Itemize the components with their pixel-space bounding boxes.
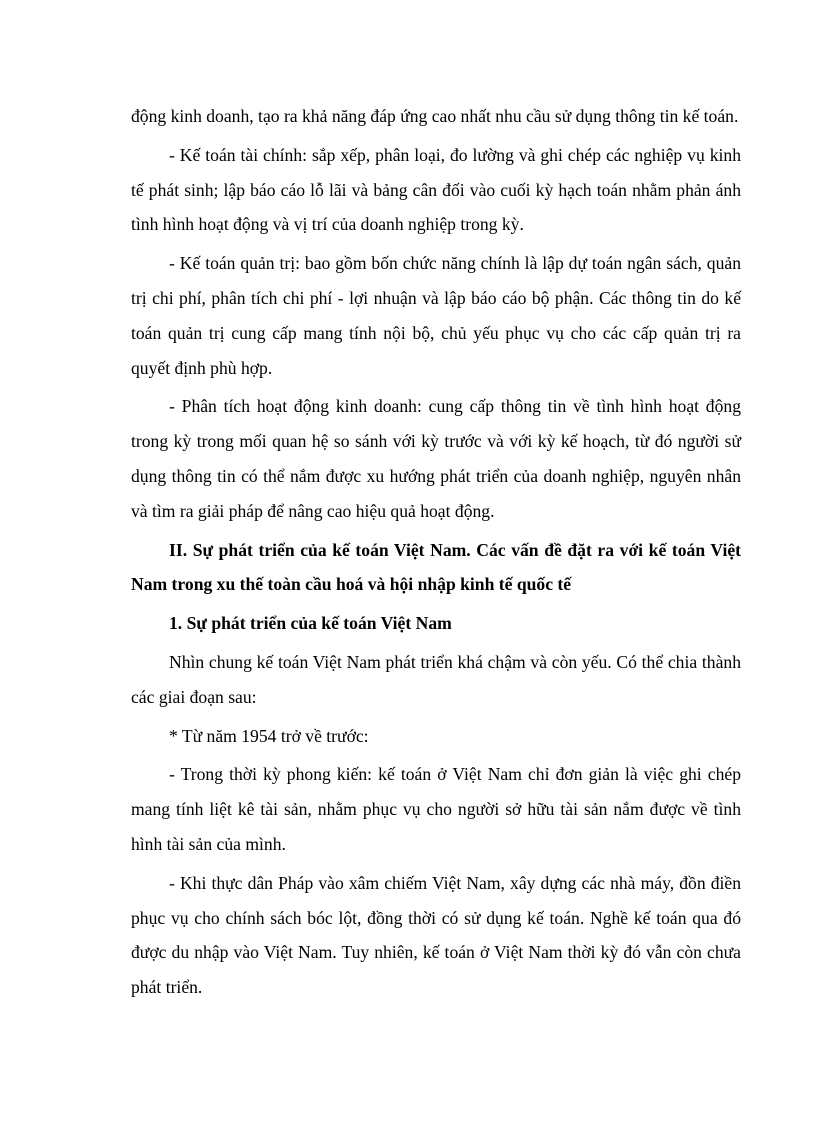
section-heading: II. Sự phát triển của kế toán Việt Nam. Các vấn đề đặt ra với kế toán Việt Nam trong xu thế toàn cầu hoá và hội nhập kinh tế quốc tế [131,539,741,595]
paragraph-period-label: * Từ năm 1954 trở về trước: [169,725,369,746]
paragraph-overview: Nhìn chung kế toán Việt Nam phát triển khá chậm và còn yếu. Có thể chia thành các giai đoạn sau: [131,651,741,707]
paragraph-continuation: động kinh doanh, tạo ra khả năng đáp ứng cao nhất nhu cầu sử dụng thông tin kế toán. [131,106,739,126]
paragraph-colonial-period: - Khi thực dân Pháp vào xâm chiếm Việt Nam, xây dựng các nhà máy, đồn điền phục vụ cho chính sách bóc lột, đồng thời có sử dụng kế toán. Nghề kế toán qua đó được du nhập vào Việt Nam. Tuy nhiên, kế toán ở Việt Nam thời kỳ đó vẫn còn chưa phát triển. [131,872,741,998]
subsection-heading: 1. Sự phát triển của kế toán Việt Nam [169,613,452,634]
paragraph-business-analysis: - Phân tích hoạt động kinh doanh: cung cấp thông tin về tình hình hoạt động trong kỳ trong mối quan hệ so sánh với kỳ trước và với kỳ kế hoạch, từ đó người sử dụng thông tin có thể nắm được xu hướng phát triển của doanh nghiệp, nguyên nhân và tìm ra giải pháp để nâng cao hiệu quả hoạt động. [131,396,741,521]
paragraph-management-accounting: - Kế toán quản trị: bao gồm bốn chức năng chính là lập dự toán ngân sách, quản trị chi phí, phân tích chi phí - lợi nhuận và lập báo cáo bộ phận. Các thông tin do kế toán quản trị cung cấp mang tính nội bộ, chủ yếu phục vụ cho các cấp quản trị ra quyết định phù hợp. [131,253,741,378]
document-body [131,99,741,1009]
paragraph-financial-accounting: - Kế toán tài chính: sắp xếp, phân loại, đo lường và ghi chép các nghiệp vụ kinh tế phát sinh; lập báo cáo lỗ lãi và bảng cân đối vào cuối kỳ hạch toán nhằm phản ánh tình hình hoạt động và vị trí của doanh nghiệp trong kỳ. [131,144,741,235]
paragraph-feudal-period: - Trong thời kỳ phong kiến: kế toán ở Việt Nam chỉ đơn giản là việc ghi chép mang tính liệt kê tài sản, nhằm phục vụ cho người sở hữu tài sản nắm được về tình hình tài sản của mình. [131,764,741,854]
